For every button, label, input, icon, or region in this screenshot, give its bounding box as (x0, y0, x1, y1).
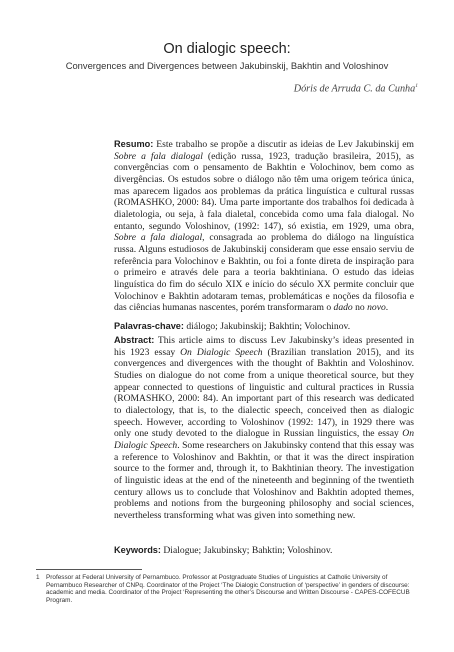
author-name-text: Dóris de Arruda C. da Cunha (293, 83, 416, 95)
resumo-italic-3: dado (333, 302, 353, 314)
resumo-text-3: , consagrada ao problema do diálogo na linguística russa. Alguns estudiosos de Jakubinskij consideram que esse ensaio serviu de referência para Volochinov e Bakhtin, ou foi a fonte direta de inspiração para o primeiro e através dele para a teoria bakhtiniana. O estudo das ideias linguística do fim do século XIX e início do século XX permite concluir que Volochinov e Bakhtin adotaram temas, problemáticas e noções da filosofia e das ciências humanas nascentes, porém transformaram o (114, 232, 414, 314)
author-name (294, 83, 418, 94)
resumo-text-2: (edição russa, 1923, tradução brasileira, 2015), as convergências com o pensamento de Bakhtin e Volochinov, bem como as divergências. Os estudos sobre o diálogo não têm uma origem teórica única, mas aparecem ligados aos problemas da prática linguística e cultural russas (ROMASHKO, 2000: 84). Uma parte importante dos trabalhos foi dedicada à dialetologia, ou seja, à fala dialetal, concebida como uma fala dialogal. No entanto, segundo Voloshinov, (1992: 147), só existia, em 1929, uma obra, (114, 150, 414, 232)
abstract-label: Abstract: (114, 335, 155, 345)
palavras-chave-text: diálogo; Jakubinskij; Bakhtin; Volochinov. (183, 321, 351, 332)
resumo-italic-2: Sobre a fala dialogal (114, 232, 203, 244)
keywords-label: Keywords: (114, 545, 161, 555)
abstract-text-3: . Some researchers on Jakubinsky contend that this essay was a reference to Voloshinov and Bakhtin, or that it was the direct inspiration source to the former and, through it, to Bakhtinian theory. The investigation of linguistic ideas at the end of the nineteenth and beginning of the twentieth century allows us to conclude that Voloshinov and Bakhtin adopted themes, problems and notions from the burgeoning philosophy and social sciences, nevertheless transforming what was given into something new. (114, 439, 414, 521)
resumo-italic-1: Sobre a fala dialogal (114, 150, 203, 162)
keywords-text: Dialogue; Jakubinsky; Bahktin; Voloshinov. (160, 545, 333, 556)
footnote-text: Professor at Federal University of Pernambuco. Professor at Postgraduate Studies of Linguistics at Catholic University of Pernambuco Researcher of CNPq. Coordinator of the Project ‘The Dialogic Construction of ‘perspective’ in genders of discourse: academic and media. Coordinator of the Project ‘Representing the other’s Discourse and Written Discourse - CAPES-COFECUB Program. (46, 574, 410, 605)
resumo-text-1: Este trabalho se propõe a discutir as ideias de Lev Jakubinskij em (153, 139, 414, 150)
footnote-number: 1 (36, 574, 40, 581)
footnote (36, 574, 418, 605)
abstract-text-1: This article aims to discuss Lev Jakubinsky’s ideas presented in his 1923 essay (114, 335, 414, 358)
abstract-italic-2: On Dialogic Speech (114, 428, 414, 451)
keywords-line (114, 545, 414, 557)
paper-subtitle: Convergences and Divergences between Jakubinskij, Bakhtin and Voloshinov (65, 60, 389, 71)
palavras-chave-line (114, 321, 414, 333)
resumo-text-4: no (352, 302, 368, 314)
palavras-chave-label: Palavras-chave: (114, 321, 184, 331)
resumo-paragraph (114, 139, 414, 314)
abstract-text-2: (Brazilian translation 2015), and its convergences and divergences with the thought of Bakhtin and Voloshinov. Studies on dialogue do not come from a unique theoretical source, but they appear connected to questions of linguistic and cultural practices in Russia (ROMASHKO, 2000: 84). An important part of this research was dedicated to dialectology, that is, to the dialectic speech, conceived then as dialogic speech. However, according to Voloshinov (1992: 147), in 1929 there was only one study devoted to the dialogue in Russian linguistics, the essay (114, 346, 415, 440)
resumo-italic-4: novo (367, 302, 386, 314)
author-footnote-mark: 1 (415, 83, 418, 89)
resumo-text-5: . (385, 302, 389, 314)
resumo-label: Resumo: (114, 139, 154, 149)
abstract-paragraph (114, 335, 414, 522)
footnote-divider (36, 569, 142, 570)
abstract-italic-1: On Dialogic Speech (180, 346, 263, 358)
paper-title: On dialogic speech: (163, 41, 291, 57)
